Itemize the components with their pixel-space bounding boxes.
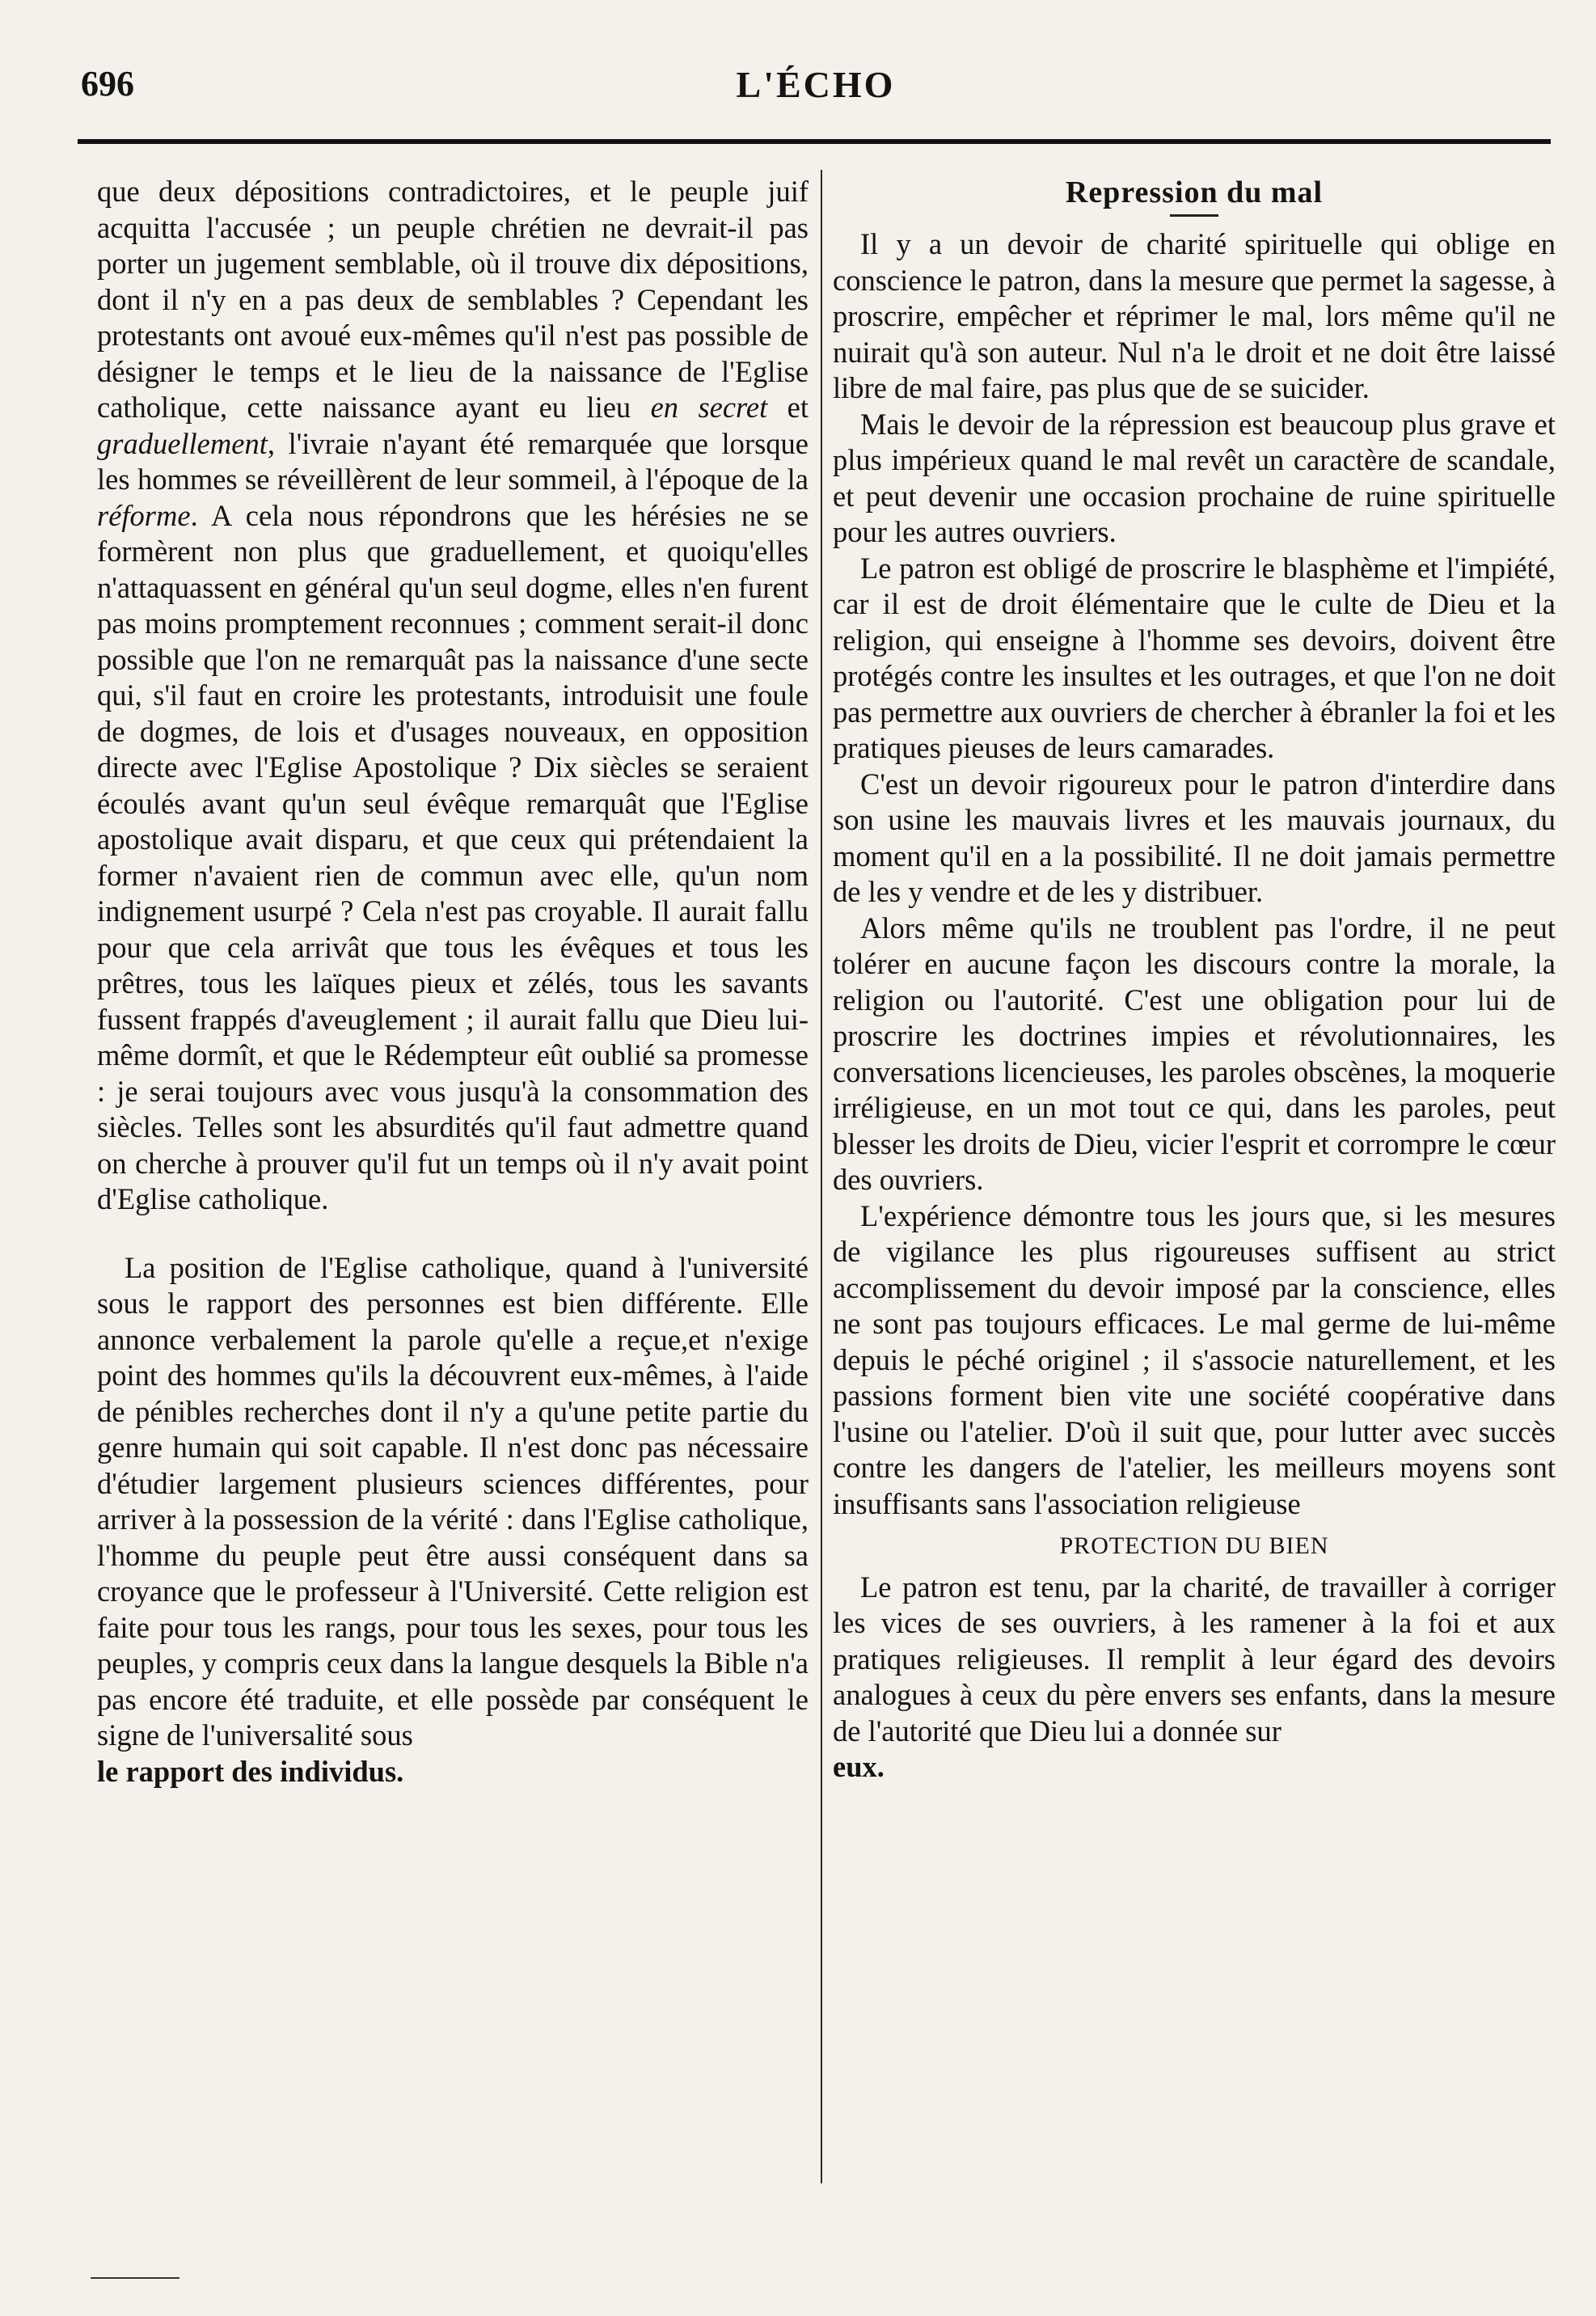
right-paragraph-3: Le patron est obligé de proscrire le blasphème et l'impiété, car il est de droit élémentaire que le culte de Dieu et la religion, qui enseigne à l'homme ses devoirs, doivent être protégés contre les insultes et les outrages, et que l'on ne doit pas permettre aux ouvriers de chercher à ébranler la foi et les pratiques pieuses de leurs camarades. — [833, 551, 1556, 764]
emphasis-graduellement: graduellement — [97, 426, 268, 460]
left-paragraph-1 — [97, 174, 809, 1218]
section-title: Repression du mal — [1065, 175, 1324, 209]
right-paragraph-1: Il y a un devoir de charité spirituelle qui oblige en conscience le patron, dans la mesure que permet la sagesse, à proscrire, empêcher et réprimer le mal, lors même qu'il ne nuirait qu'à son auteur. Nul n'a le droit et ne doit être laissé libre de mal faire, pas plus que de se suicider. — [833, 227, 1556, 404]
journal-title: L'ÉCHO — [736, 64, 896, 105]
section-title-rule — [1170, 214, 1218, 217]
page-number: 696 — [81, 64, 134, 104]
header-rule — [78, 139, 1551, 144]
right-paragraph-4: C'est un devoir rigoureux pour le patron d'interdire dans son usine les mauvais livres et les mauvais journaux, du moment qu'il en a la possibilité. Il ne doit jamais permettre de les y vendre et de les y distribuer. — [833, 767, 1556, 908]
emphasis-secret: en secret — [650, 391, 768, 424]
text-run: et — [767, 391, 809, 424]
footnote-rule — [91, 2277, 179, 2279]
right-paragraph-2: Mais le devoir de la répression est beaucoup plus grave et plus impérieux quand le mal revêt un caractère de scandale, et peut devenir une occasion prochaine de ruine spirituelle pour les autres ouvriers. — [833, 407, 1556, 548]
left-paragraph-2-last-line: le rapport des individus. — [97, 1754, 404, 1788]
text-run: . A cela nous répondrons que les hérésies ne se formèrent non plus que graduellement, et quoiqu'elles n'attaquassent en général qu'un seul dogme, elles n'en furent pas moins promptement reconnues ; comment serait-il donc possible que l'on ne remarquât pas la naissance d'une secte qui, s'il faut en croire les protestants, introduisit une foule de dogmes, de lois et d'usages nouveaux, en opposition directe avec l'Eglise Apostolique ? Dix siècles se seraient écoulés avant qu'un seul évêque remarquât que l'Eglise apostolique avait disparu, et que ceux qui prétendaient la former n'avaient rien de commun avec elle, qu'un nom indignement usurpé ? Cela n'est pas croyable. Il aurait fallu pour que cela arrivât que tous les évêques et tous les prêtres, tous les laïques pieux et zélés, tous les savants fussent frappés d'aveuglement ; il aurait fallu que Dieu lui-même dormît, et que le Rédempteur eût oublié sa promesse : je serai toujours avec vous jusqu'à la consommation des siècles. Telles sont les absurdités qu'il faut admettre quand on cherche à prouver qu'il fut un temps où il n'y avait point d'Eglise catholique. — [97, 498, 809, 1215]
subheading-protection: PROTECTION DU BIEN — [1059, 1532, 1329, 1559]
page-header — [81, 63, 1551, 112]
right-column — [833, 174, 1556, 1786]
text-run: que deux dépositions contradictoires, et le peuple juif acquitta l'accusée ; un peuple chrétien ne devrait-il pas porter un jugement semblable, où il trouve dix dépositions, dont il n'y en a pas deux de semblables ? Cependant les protestants ont avoué eux-mêmes qu'il n'est pas possible de désigner le temps et le lieu de la naissance de l'Eglise catholique, cette naissance ayant eu lieu — [97, 175, 809, 424]
emphasis-reforme: réforme — [97, 498, 191, 532]
column-divider — [821, 170, 822, 2183]
right-paragraph-6: L'expérience démontre tous les jours que, si les mesures de vigilance les plus rigoureuses suffisent au strict accomplissement du devoir imposé par la conscience, elles ne sont pas toujours efficaces. Le mal germe de lui-même depuis le péché originel ; il s'associe naturellement, et les passions forment bien vite une société coopérative dans l'usine ou l'atelier. D'où il suit que, pour lutter avec succès contre les dangers de l'atelier, les meilleurs moyens sont insuffisants sans l'association religieuse — [833, 1198, 1556, 1520]
right-paragraph-7-last-line: eux. — [833, 1750, 885, 1783]
paragraph-separator — [97, 1218, 809, 1250]
left-column — [97, 174, 809, 1790]
right-paragraph-5: Alors même qu'ils ne troublent pas l'ordre, il ne peut tolérer en aucune façon les discours contre la morale, la religion ou l'autorité. C'est une obligation pour lui de proscrire les doctrines impies et révolutionnaires, les conversations licencieuses, les paroles obscènes, la moquerie irréligieuse, en un mot tout ce qui, dans les paroles, peut blesser les droits de Dieu, vicier l'esprit et corrompre le cœur des ouvriers. — [833, 911, 1556, 1196]
right-paragraph-7: Le patron est tenu, par la charité, de travailler à corriger les vices de ses ouvriers, à les ramener à la foi et aux pratiques religieuses. Il remplit à leur égard des devoirs analogues à ceux du père envers ses enfants, dans la mesure de l'autorité que Dieu lui a donnée sur — [833, 1570, 1556, 1748]
text-run: , l'ivraie n'ayant été remarquée que lorsque les hommes se réveillèrent de leur sommeil, à l'époque de la — [97, 426, 809, 496]
left-paragraph-2: La position de l'Eglise catholique, quand à l'université sous le rapport des personnes est bien différente. Elle annonce verbalement la parole qu'elle a reçue,et n'exige point des hommes qu'ils la découvrent eux-mêmes, à l'aide de pénibles recherches dont il n'y a qu'une petite partie du genre humain qui soit capable. Il n'est donc pas nécessaire d'étudier largement plusieurs sciences différentes, pour arriver à la possession de la vérité : dans l'Eglise catholique, l'homme du peuple peut être aussi conséquent dans sa croyance que le professeur à l'Université. Cette religion est faite pour tous les rangs, pour tous les sexes, pour tous les peuples, y compris ceux dans la langue desquels la Bible n'a pas encore été traduite, et elle possède par conséquent le signe de l'universalité sous — [97, 1250, 809, 1752]
